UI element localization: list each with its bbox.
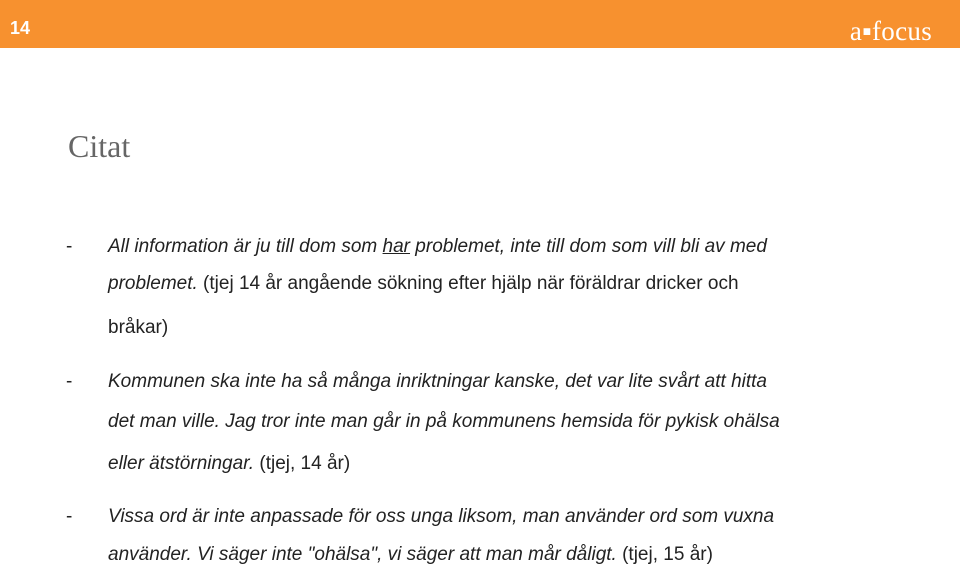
quote-text: problemet. [108,273,198,294]
quote-attribution: (tjej, 15 år) [616,544,713,565]
quote-line: Kommunen ska inte ha så många inriktningar kanske, det var lite svårt att hitta [108,371,767,392]
bullet-dash: - [66,506,73,527]
quote-item [66,372,926,472]
quote-line [108,545,713,564]
quote-text: problemet, inte till dom som vill bli av med [410,236,767,257]
brand-logo: a▪focus [849,16,932,46]
quote-item [66,237,926,337]
page-title: Citat [68,128,131,164]
quote-line: Vissa ord är inte anpassade för oss unga liksom, man använder ord som vuxna [108,506,775,527]
quote-item [66,507,926,567]
bullet-dash: - [66,236,73,257]
header-bar [0,0,960,48]
bullet-dash: - [66,371,73,392]
quote-line [108,237,767,256]
quote-attribution: (tjej 14 år angående sökning efter hjälp när föräldrar dricker och [197,273,739,294]
quote-attribution: bråkar) [108,317,169,338]
quote-attribution: (tjej, 14 år) [254,453,351,474]
quote-line [108,454,350,473]
quote-text: All information är ju till dom som [108,236,383,257]
page-number: 14 [10,18,31,38]
underlined-word: har [382,236,411,257]
quote-line [108,274,739,293]
quote-text: eller ätstörningar. [108,453,255,474]
quote-text: använder. Vi säger inte "ohälsa", vi säger att man mår dåligt. [108,544,617,565]
quote-line: det man ville. Jag tror inte man går in på kommunens hemsida för pykisk ohälsa [108,411,780,432]
